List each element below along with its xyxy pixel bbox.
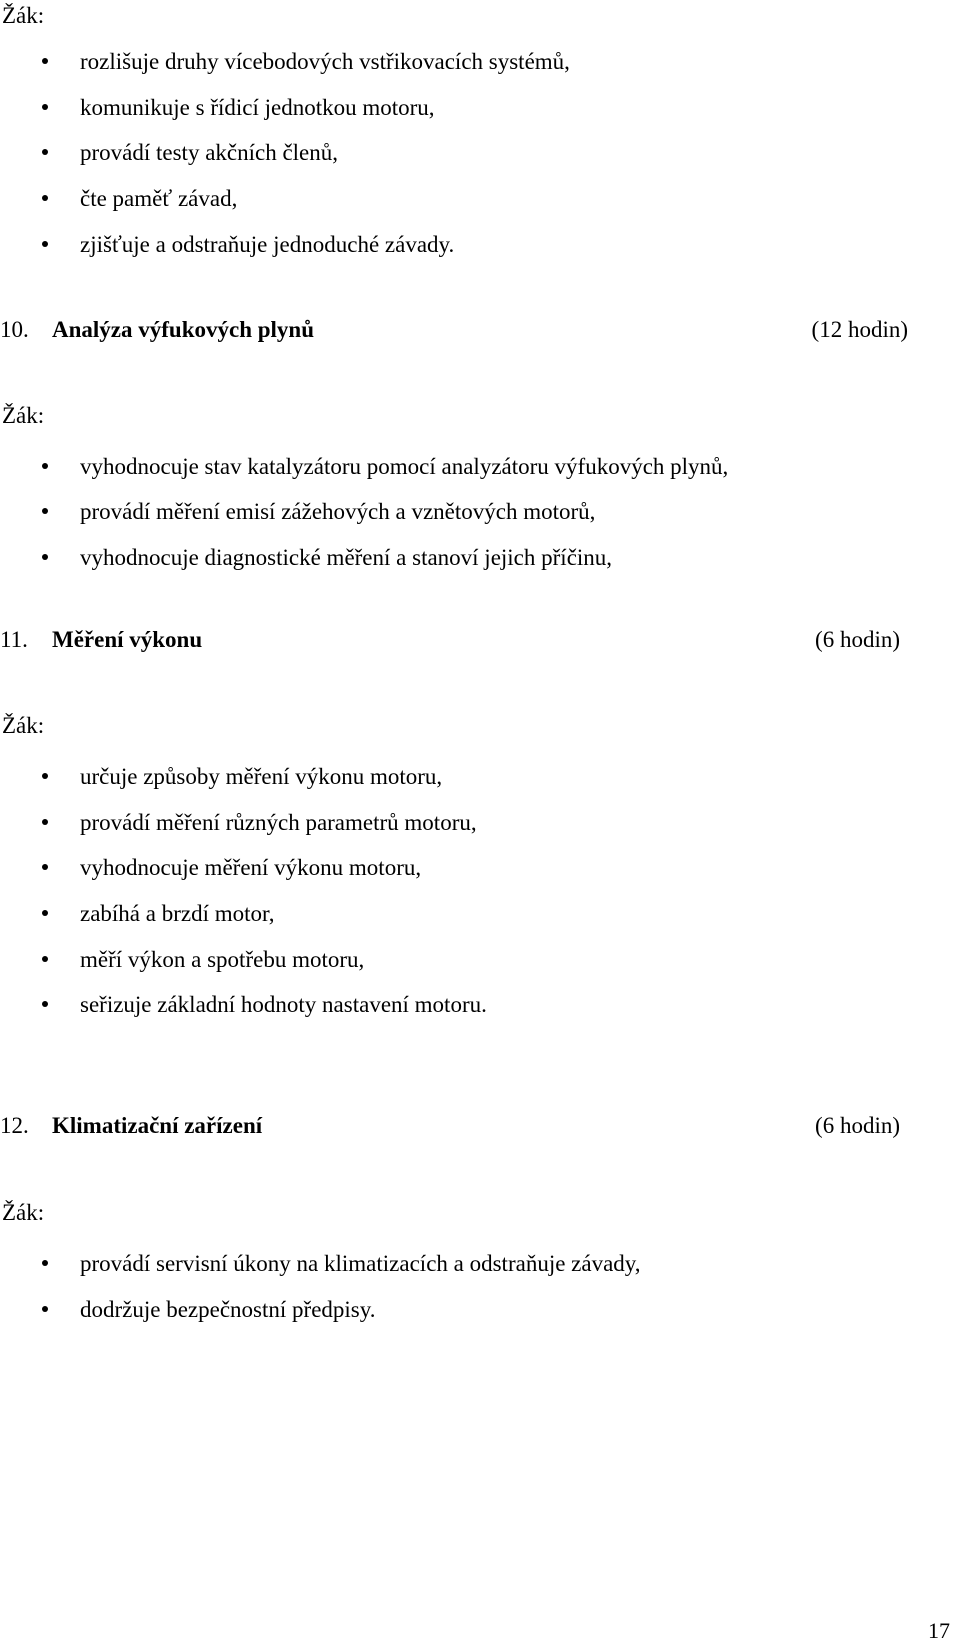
bullet (42, 1001, 48, 1007)
bullet (42, 508, 48, 514)
list-item: provádí testy akčních členů, (80, 140, 339, 165)
section-hours: (6 hodin) (815, 1113, 900, 1138)
bullet (42, 910, 48, 916)
bullet (42, 149, 48, 155)
bullet (42, 1260, 48, 1266)
list-item: vyhodnocuje diagnostické měření a stanoví jejich příčinu, (80, 545, 613, 570)
section-title: Měření výkonu (52, 627, 203, 652)
list-item: rozlišuje druhy vícebodových vstřikovacích systémů, (80, 49, 570, 74)
list-item: provádí měření různých parametrů motoru, (80, 810, 477, 835)
zak-label: Žák: (2, 403, 45, 428)
bullet (42, 864, 48, 870)
list-item: seřizuje základní hodnoty nastavení motoru. (80, 992, 487, 1017)
bullet (42, 104, 48, 110)
bullet (42, 195, 48, 201)
list-item: měří výkon a spotřebu motoru, (80, 947, 365, 972)
page-number: 17 (928, 1618, 950, 1643)
zak-label: Žák: (2, 713, 45, 738)
bullet (42, 241, 48, 247)
list-item: provádí měření emisí zážehových a vznětových motorů, (80, 499, 596, 524)
section-number: 12. (0, 1113, 29, 1138)
section-number: 10. (0, 317, 29, 342)
bullet (42, 956, 48, 962)
bullet (42, 58, 48, 64)
list-item: čte paměť závad, (80, 186, 238, 211)
section-hours: (6 hodin) (815, 627, 900, 652)
bullet (42, 819, 48, 825)
list-item: určuje způsoby měření výkonu motoru, (80, 764, 443, 789)
section-title: Klimatizační zařízení (52, 1113, 263, 1138)
list-item: zjišťuje a odstraňuje jednoduché závady. (80, 232, 455, 257)
section-number: 11. (0, 627, 28, 652)
bullet (42, 773, 48, 779)
list-item: komunikuje s řídicí jednotkou motoru, (80, 95, 435, 120)
list-item: provádí servisní úkony na klimatizacích a odstraňuje závady, (80, 1251, 641, 1276)
section-hours: (12 hodin) (811, 317, 908, 342)
zak-label: Žák: (2, 1200, 45, 1225)
list-item: zabíhá a brzdí motor, (80, 901, 275, 926)
bullet (42, 554, 48, 560)
bullet (42, 463, 48, 469)
bullet (42, 1306, 48, 1312)
list-item: dodržuje bezpečnostní předpisy. (80, 1297, 376, 1322)
list-item: vyhodnocuje stav katalyzátoru pomocí analyzátoru výfukových plynů, (80, 454, 729, 479)
list-item: vyhodnocuje měření výkonu motoru, (80, 855, 422, 880)
zak-label: Žák: (2, 3, 45, 28)
section-title: Analýza výfukových plynů (52, 317, 315, 342)
